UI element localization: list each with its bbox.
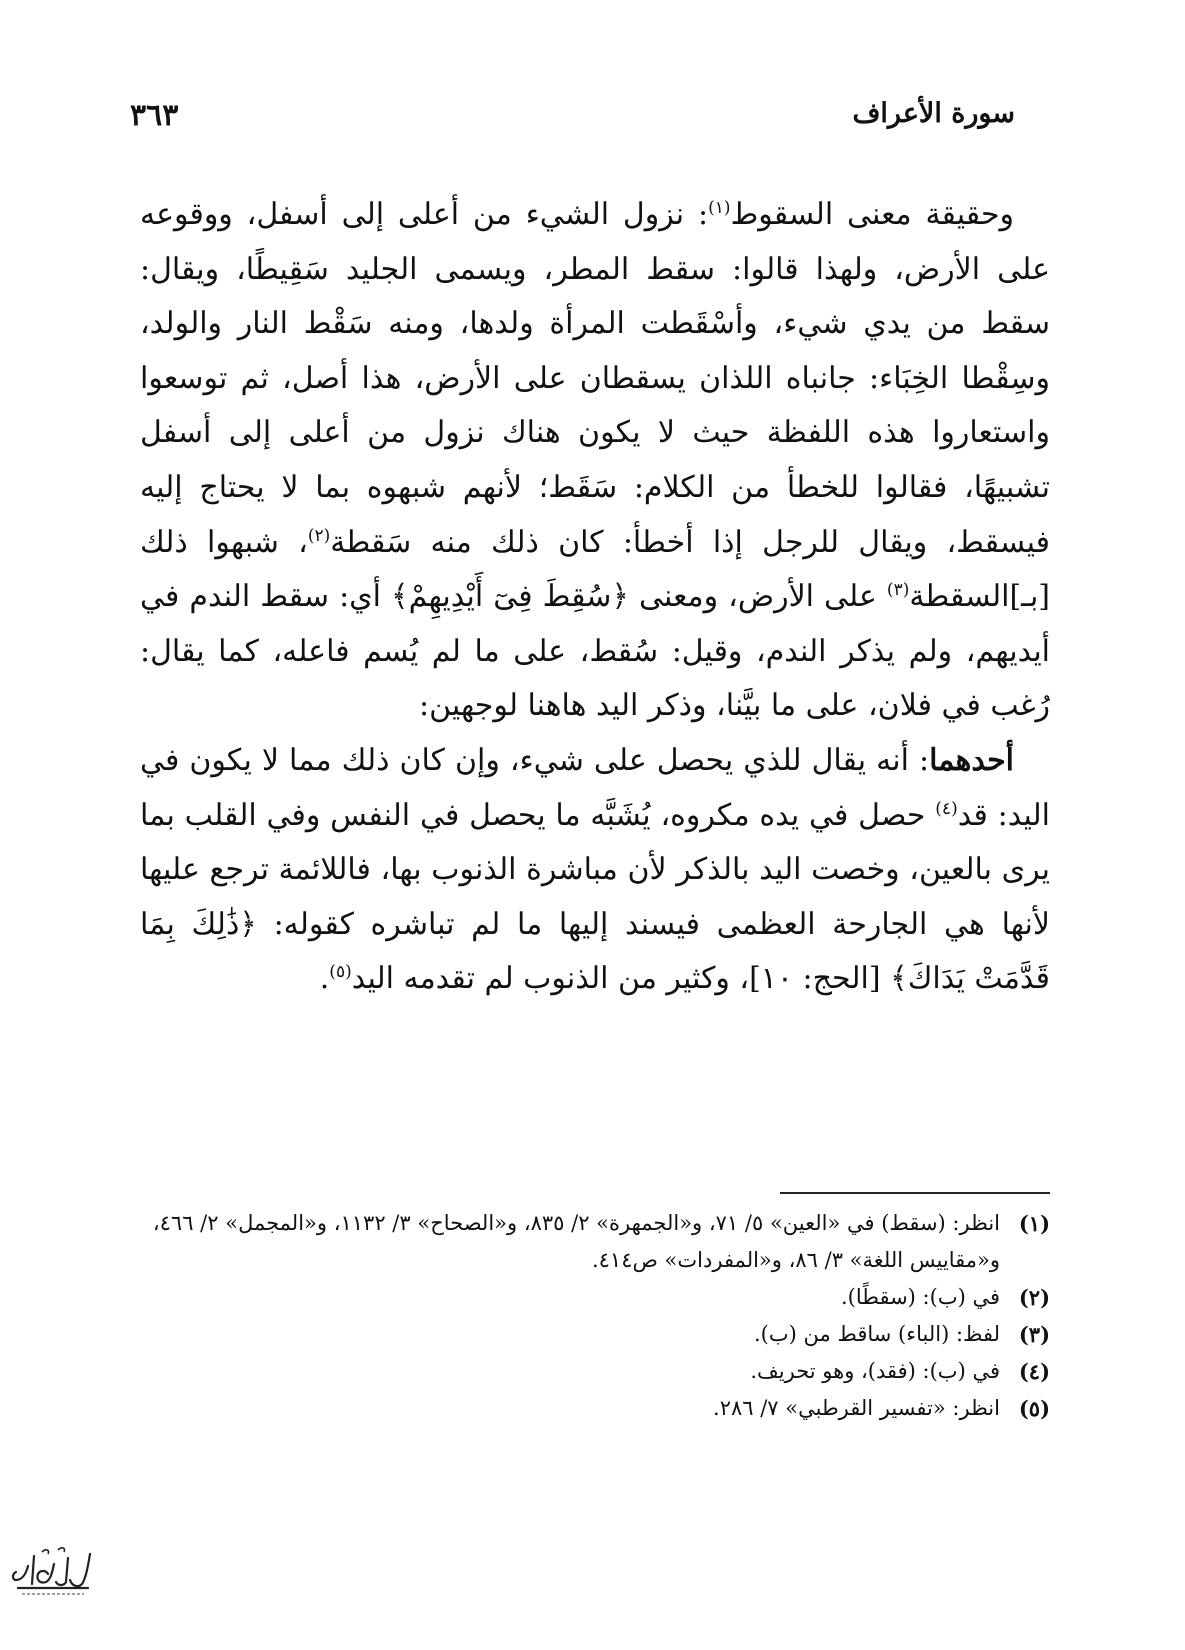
running-head [130,98,1015,148]
footnote-text: انظر: (سقط) في «العين» ٥/ ٧١، و«الجمهرة» ٢/ ٨٣٥، و«الصحاح» ٣/ ١١٣٢، و«المجمل» ٢/ ٤٦٦، و«مقاييس اللغة» ٣/ ٨٦، و«المفردات» ص٤١٤. [152,1211,1000,1272]
footnote-ref-3: (٣) [886,580,910,601]
calligraphy-logo-icon [8,1544,98,1598]
paragraph-2 [140,734,1050,1007]
footnote-2 [140,1279,1050,1316]
footnote-ref-1: (١) [708,198,731,218]
main-text [140,188,1050,1007]
footnote-number: (١) [1018,1211,1050,1236]
footnote-text: في (ب): (فقد)، وهو تحريف. [750,1359,1000,1383]
footnote-text: انظر: «تفسير القرطبي» ٧/ ٢٨٦. [713,1396,1000,1420]
footnote-separator [780,1192,1050,1194]
footnote-text: في (ب): (سقطًا). [840,1285,1000,1309]
text-segment: : أنه يقال للذي يحصل على شيء، وإن كان ذلك مما لا يكون في اليد: قد [140,742,1050,833]
text-segment: أي: سقط الندم في أيديهم، ولم يذكر الندم، وقيل: سُقط، على ما لم يُسم فاعله، كما يقال: رُغب في فلان، على ما بيَّنا، وذكر اليد هاهنا لوجهين: [140,579,1050,724]
quran-quote: ﴿ذَٰلِكَ بِمَا قَدَّمَتْ يَدَاكَ﴾ [140,906,1050,997]
footnote-ref-5: (٥) [329,962,352,983]
paragraph-1 [140,188,1050,734]
lead-word: أحدهما [929,742,1014,778]
surah-title: سورة الأعراف [852,98,1015,129]
footnote-ref-4: (٤) [935,798,958,819]
footnote-number: (٥) [1018,1396,1050,1421]
footnote-number: (٤) [1018,1359,1050,1384]
text-segment: . [319,961,330,997]
text-segment: [الحج: ١٠]، وكثير من الذنوب لم تقدمه اليد [351,961,891,997]
calligraphy-seal [8,1544,98,1598]
text-segment: ، شبهوا ذلك [بـ]السقطة [140,524,1050,615]
footnote-ref-2: (٢) [307,525,331,546]
footnote-number: (٣) [1018,1322,1050,1347]
text-segment: حصل في يده مكروه، يُشَبَّه ما يحصل في النفس وفي القلب بما يرى بالعين، وخصت اليد بالذكر لأن مباشرة الذنوب بها، فاللائمة ترجع عليها لأنها هي الجارحة العظمى فيسند إليها ما لم تباشره كقوله: [140,797,1050,942]
page-number: ٣٦٣ [130,98,179,133]
quran-quote: ﴿سُقِطَ فِىٓ أَيْدِيهِمْ﴾ [391,579,629,615]
footnote-1 [140,1205,1050,1279]
footnote-5 [140,1390,1050,1427]
text-segment: وحقيقة معنى السقوط [730,197,1014,232]
footnote-number: (٢) [1018,1285,1050,1310]
text-segment: : نزول الشيء من أعلى إلى أسفل، ووقوعه على الأرض، ولهذا قالوا: سقط المطر، ويسمى الجليد سَقِيطًا، ويقال: سقط من يدي شيء، وأسْقَطت المرأة ولدها، ومنه سَقْط النار والولد، وسِقْطا الخِبَاء: جانباه اللذان يسقطان على الأرض، هذا أصل، ثم توسعوا واستعاروا هذه اللفظة حيث لا يكون هناك نزول من أعلى إلى أسفل تشبيهًا، فقالوا للخطأ من الكلام: سَقَط؛ لأنهم شبهوه بما لا يحتاج إليه فيسقط، ويقال للرجل إذا أخطأ: كان ذلك منه سَقطة [140,197,1050,560]
text-segment: على الأرض، ومعنى [628,579,887,615]
footnote-text: لفظ: (الباء) ساقط من (ب). [754,1322,1000,1346]
footnotes [140,1205,1050,1427]
footnote-4 [140,1353,1050,1390]
footnote-3 [140,1316,1050,1353]
